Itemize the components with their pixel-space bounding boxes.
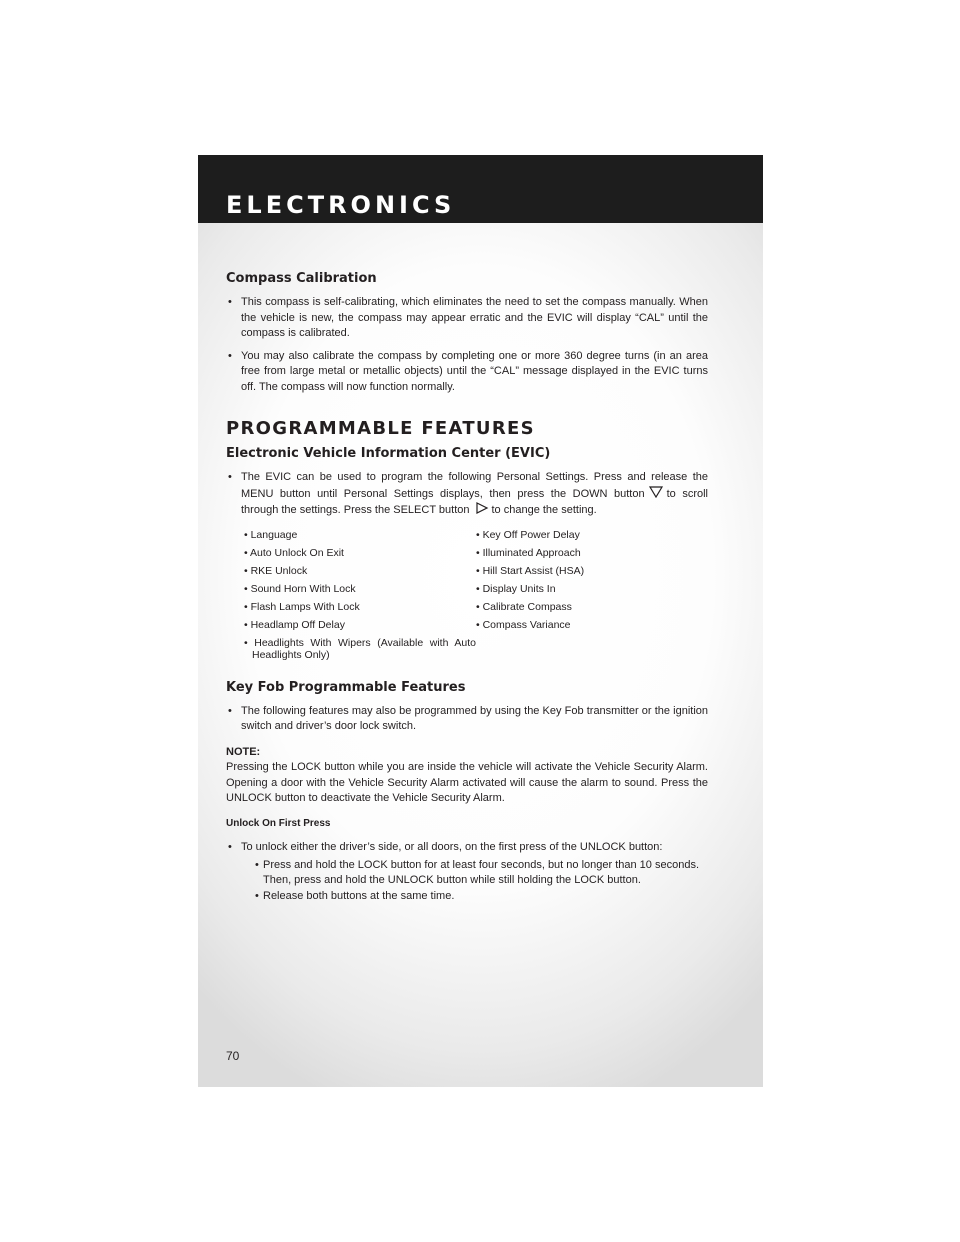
unlock-bullet-text: To unlock either the driver’s side, or all doors, on the first press of the UNLOCK button: [241, 841, 663, 853]
setting-item: • Flash Lamps With Lock [244, 600, 360, 613]
unlock-sub-bullet-2: • Release both buttons at the same time. [255, 889, 708, 905]
setting-item: • Hill Start Assist (HSA) [476, 564, 585, 577]
programmable-features-heading: PROGRAMMABLE FEATURES [226, 418, 535, 439]
settings-grid [244, 526, 708, 661]
unlock-first-press-heading: Unlock On First Press [226, 817, 331, 829]
compass-bullet-1: • This compass is self-calibrating, which eliminates the need to set the compass manually. When the vehicle is new, the compass may appear erratic and the EVIC will display “CAL” until the compass is calibrated. [226, 295, 708, 342]
evic-heading: Electronic Vehicle Information Center (EVIC) [226, 446, 551, 461]
setting-item: • Headlights With Wipers (Available with Auto Headlights Only) [244, 636, 476, 661]
setting-item: • Calibrate Compass [476, 600, 572, 613]
key-fob-heading: Key Fob Programmable Features [226, 679, 466, 695]
down-triangle-icon [647, 486, 665, 498]
key-fob-bullets [226, 704, 708, 735]
evic-intro [226, 470, 708, 519]
setting-item: • Key Off Power Delay [476, 528, 580, 541]
setting-item: • Language [244, 528, 298, 541]
settings-right-column [476, 526, 708, 661]
setting-item: • Compass Variance [476, 618, 571, 631]
unlock-sub-bullet-1-cont: Then, press and hold the UNLOCK button while still holding the LOCK button. [263, 874, 641, 886]
unlock-sub-bullet-1: • Press and hold the LOCK button for at least four seconds, but no longer than 10 seconds. [255, 858, 708, 874]
right-triangle-icon [472, 502, 490, 514]
evic-intro-part3: to change the setting. [491, 504, 597, 516]
key-fob-bullet: • The following features may also be programmed by using the Key Fob transmitter or the ignition switch and driver’s door lock switch. [226, 704, 708, 735]
page-content [226, 270, 708, 911]
note-text: Pressing the LOCK button while you are inside the vehicle will activate the Vehicle Security Alarm. Opening a door with the Vehicle Security Alarm activated will cause the alarm to sound. Press the UNLOCK button to deactivate the Vehicle Security Alarm. [226, 761, 708, 804]
evic-intro-part2: to scroll through the settings. Press the SELECT button [241, 487, 708, 516]
unlock-bullets [226, 840, 708, 904]
page-number: 70 [226, 1049, 240, 1063]
settings-left-column [244, 526, 476, 661]
setting-item: • Headlamp Off Delay [244, 618, 345, 631]
setting-item: • Auto Unlock On Exit [244, 546, 344, 559]
note-label: NOTE: [226, 745, 261, 758]
compass-calibration-heading: Compass Calibration [226, 271, 377, 286]
setting-item: • Illuminated Approach [476, 546, 581, 559]
unlock-sub-bullets [241, 858, 708, 905]
setting-item: • RKE Unlock [244, 564, 308, 577]
setting-item: • Display Units In [476, 582, 556, 595]
page-header-title: ELECTRONICS [226, 191, 456, 219]
setting-item: • Sound Horn With Lock [244, 582, 356, 595]
unlock-bullet [226, 840, 708, 904]
evic-intro-part1: The EVIC can be used to program the following Personal Settings. Press and release the MENU button until Personal Settings displays, then press the DOWN button [241, 471, 708, 500]
compass-bullet-2: • You may also calibrate the compass by completing one or more 360 degree turns (in an area free from large metal or metallic objects) until the “CAL” message displayed in the EVIC turns off. The compass will now function normally. [226, 349, 708, 396]
evic-bullets [226, 470, 708, 519]
compass-bullets [226, 295, 708, 395]
